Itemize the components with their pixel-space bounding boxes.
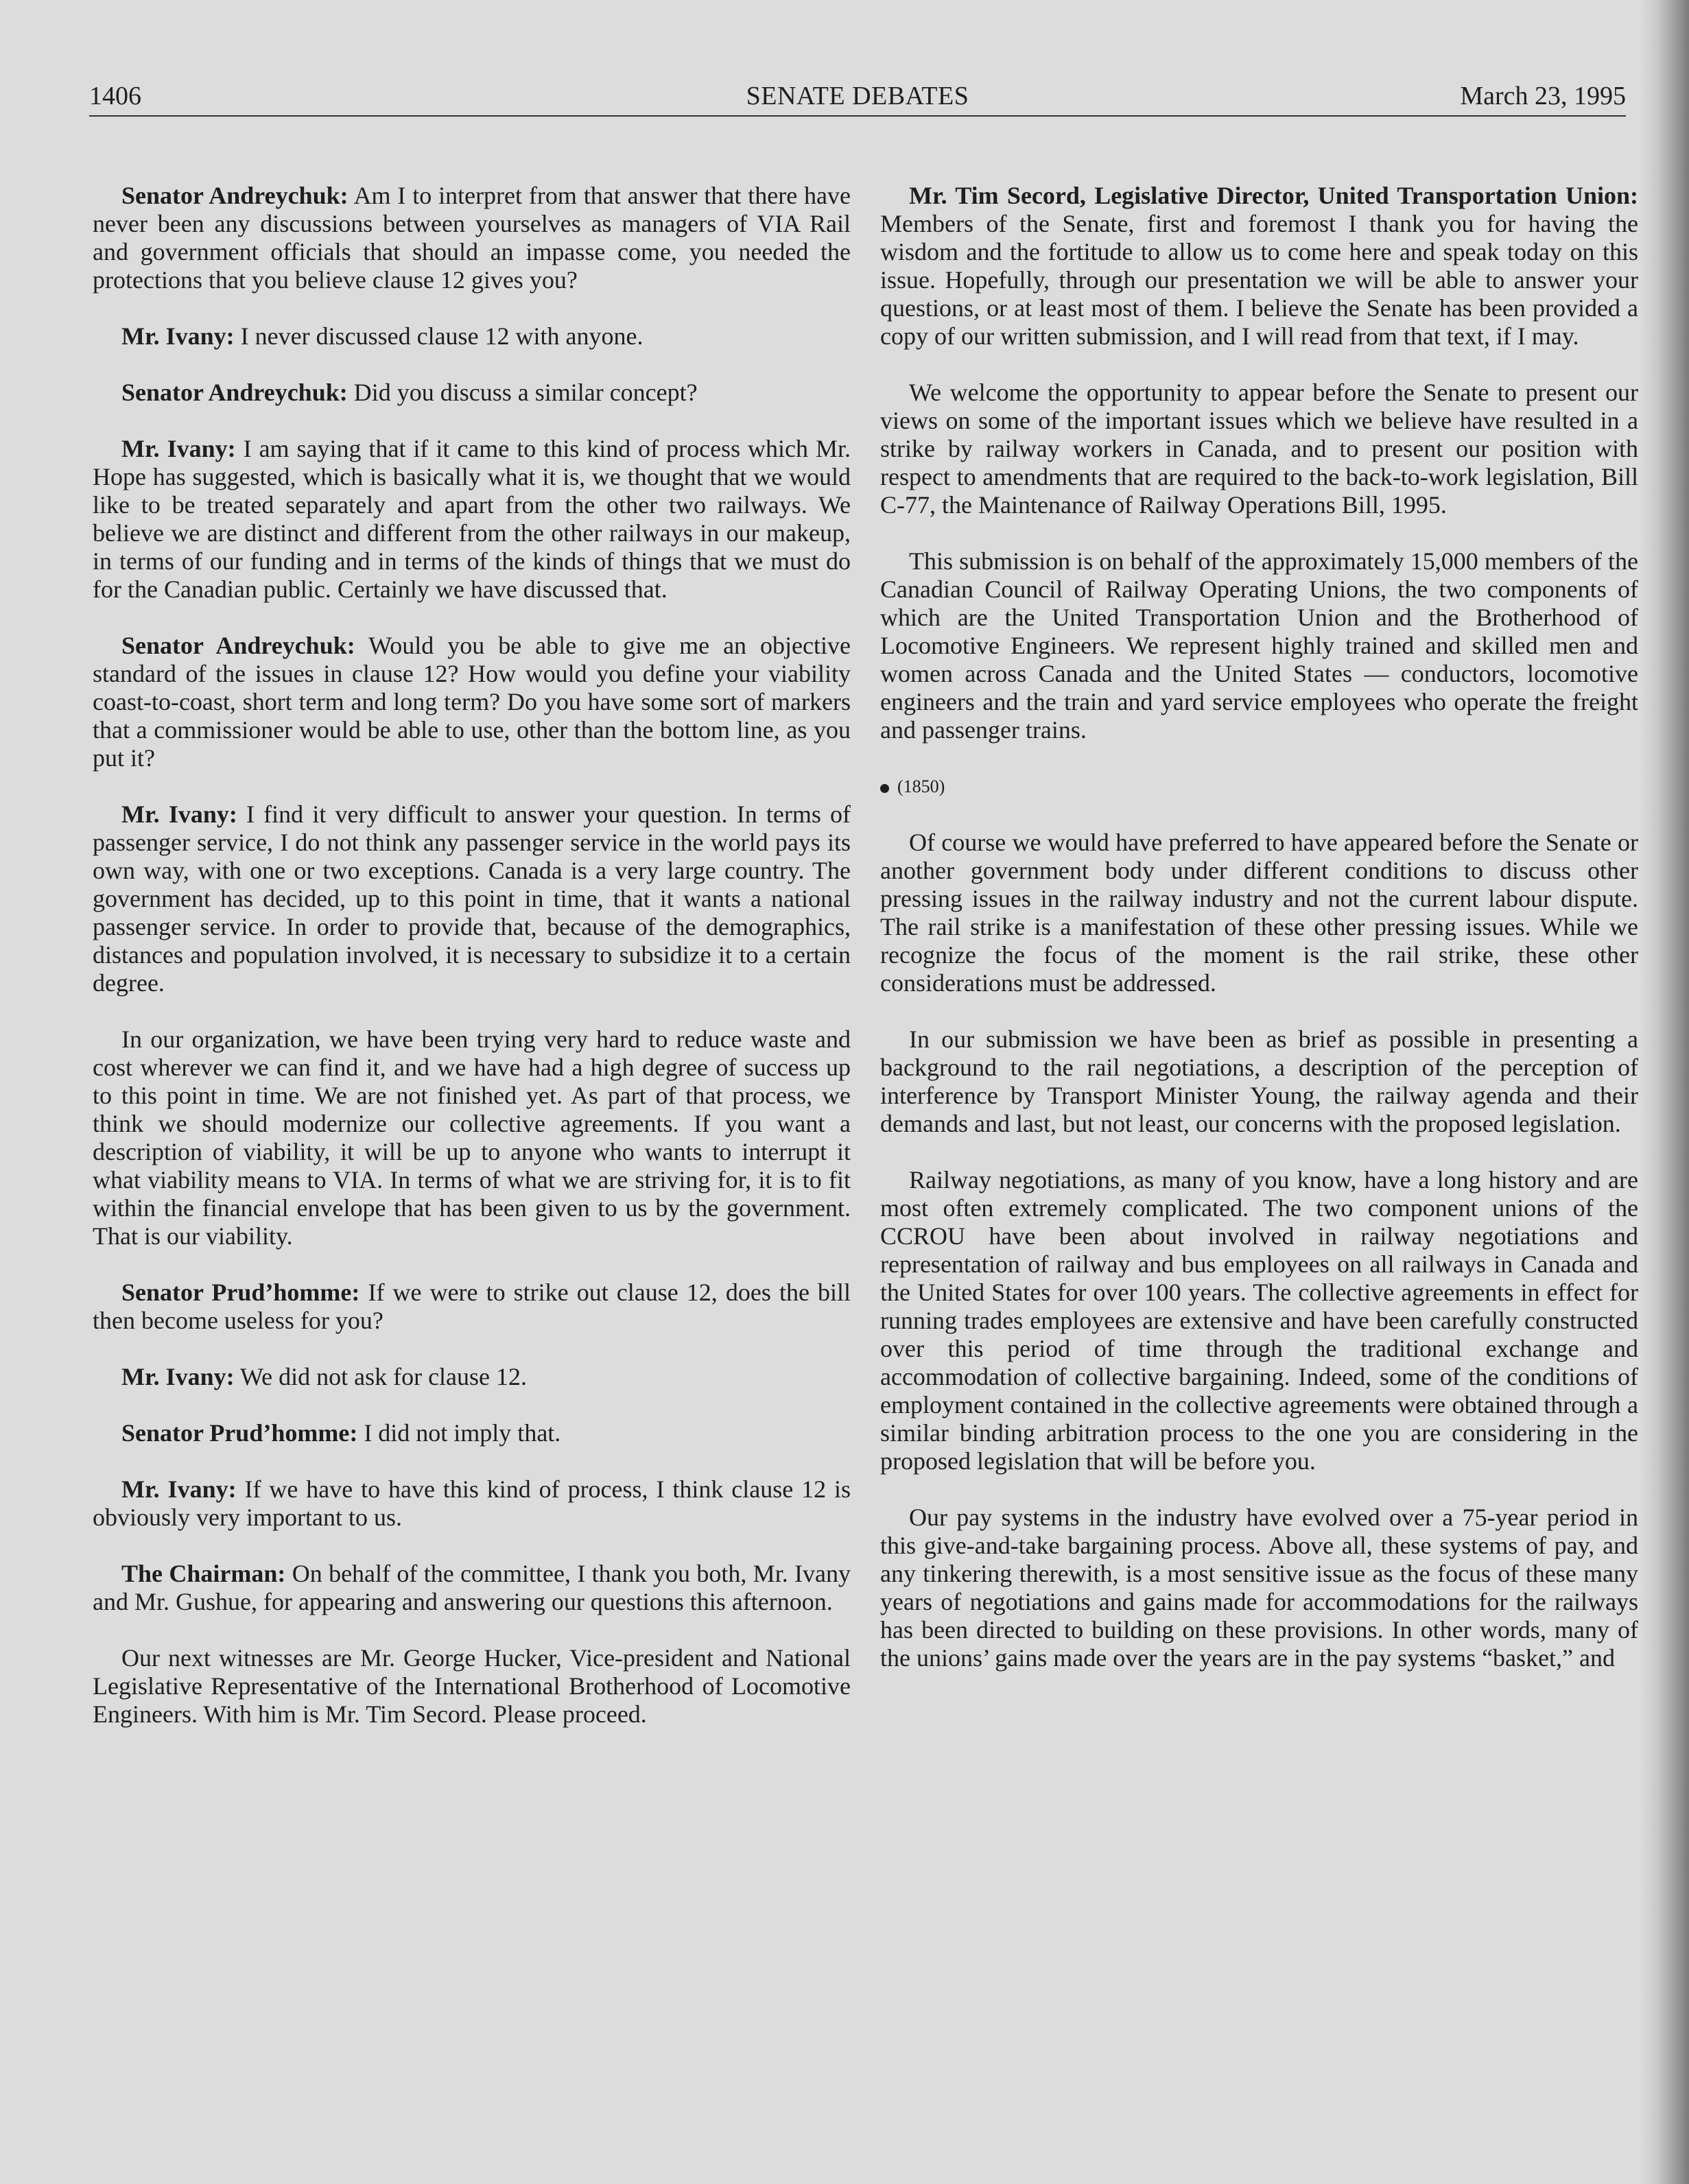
paragraph-text: This submission is on behalf of the approximately 15,000 members of the Canadian Council of Railway Operating Unions, the two components of which are the United Transportation Union and the Brotherhood of Locomotive Engineers. We represent highly trained and skilled men and women across Canada and the United States — conductors, locomotive engineers and the train and yard service employees who operate the freight and passenger trains.	[880, 547, 1638, 744]
paragraph	[880, 1166, 1638, 1475]
bullet-icon	[880, 784, 889, 793]
header-date: March 23, 1995	[1460, 82, 1626, 110]
paragraph-text: On behalf of the committee, I thank you both, Mr. Ivany and Mr. Gushue, for appearing and answering our questions this afternoon.	[93, 1560, 851, 1615]
paragraph-text: If we have to have this kind of process, I think clause 12 is obviously very important to us.	[93, 1475, 851, 1531]
paragraph-text: We did not ask for clause 12.	[240, 1363, 528, 1390]
time-marker-text: (1850)	[897, 776, 945, 796]
paragraph	[93, 322, 851, 351]
paragraph	[93, 1644, 851, 1729]
speaker-name: Mr. Ivany:	[121, 322, 235, 350]
paragraph	[93, 1363, 851, 1391]
paragraph-text: Would you be able to give me an objective standard of the issues in clause 12? How would you define your viability coast-to-coast, short term and long term? Do you have some sort of markers that a commissioner would be able to use, other than the bottom line, as you put it?	[93, 632, 851, 772]
speaker-name: Senator Prud’homme:	[121, 1279, 360, 1306]
right-column	[880, 182, 1638, 1700]
paragraph-text: Of course we would have preferred to have appeared before the Senate or another government body under different conditions to discuss other pressing issues in the railway industry and not the current labour dispute. The rail strike is a manifestation of these other pressing issues. While we recognize the focus of the moment is the rail strike, these other considerations must be addressed.	[880, 829, 1638, 997]
running-title: SENATE DEBATES	[746, 82, 969, 110]
paragraph	[880, 182, 1638, 351]
speaker-name: Mr. Ivany:	[121, 435, 236, 462]
paragraph-text: Railway negotiations, as many of you know, have a long history and are most often extremely complicated. The two component unions of the CCROU have been about involved in railway negotiations and representation of railway and bus employees on all railways in Canada and the United States for over 100 years. The collective agreements in effect for running trades employees are extensive and have been carefully constructed over this period of time through the traditional exchange and accommodation of collective bargaining. Indeed, some of the conditions of employment contained in the collective agreements were obtained through a similar binding arbitration process to the one you are considering in the proposed legislation that will be before you.	[880, 1166, 1638, 1475]
speaker-name: Senator Prud’homme:	[121, 1419, 358, 1447]
paragraph	[93, 379, 851, 407]
paragraph-text: Members of the Senate, first and foremost I thank you for having the wisdom and the fortitude to allow us to come here and speak today on this issue. Hopefully, through our presentation we will be able to answer your questions, or at least most of them. I believe the Senate has been provided a copy of our written submission, and I will read from that text, if I may.	[880, 210, 1638, 350]
speaker-name: Mr. Ivany:	[121, 1363, 235, 1390]
time-marker	[880, 772, 1638, 800]
paragraph-text: Our pay systems in the industry have evolved over a 75-year period in this give-and-take bargaining process. Above all, these systems of pay, and any tinkering therewith, is a most sensitive issue as the focus of these many years of negotiations and gains made for accommodations for the railways has been directed to building on these provisions. In other words, many of the unions’ gains made over the years are in the pay systems “basket,” and	[880, 1504, 1638, 1672]
paragraph-text: If we were to strike out clause 12, does the bill then become useless for you?	[93, 1279, 851, 1334]
paragraph	[880, 1504, 1638, 1672]
paragraph-text: We welcome the opportunity to appear before the Senate to present our views on some of the important issues which we believe have resulted in a strike by railway workers in Canada, and to present our position with respect to amendments that are required to the back-to-work legislation, Bill C-77, the Maintenance of Railway Operations Bill, 1995.	[880, 379, 1638, 519]
paragraph	[93, 1025, 851, 1250]
paragraph-text: Am I to interpret from that answer that there have never been any discussions between yourselves as managers of VIA Rail and government officials that should an impasse come, you needed the protections that you believe clause 12 gives you?	[93, 182, 851, 294]
left-column	[93, 182, 851, 1757]
paragraph	[880, 829, 1638, 997]
paragraph	[93, 800, 851, 997]
page-edge-shadow	[1641, 0, 1689, 2184]
page-number: 1406	[89, 82, 141, 110]
speaker-name: Senator Andreychuk:	[121, 632, 355, 659]
paragraph-text: In our organization, we have been trying very hard to reduce waste and cost wherever we can find it, and we have had a high degree of success up to this point in time. We are not finished yet. As part of that process, we think we should modernize our collective agreements. If you want a description of viability, it will be up to anyone who wants to interrupt it what viability means to VIA. In terms of what we are striving for, it is to fit within the financial envelope that has been given to us by the government. That is our viability.	[93, 1025, 851, 1250]
speaker-name: The Chairman:	[121, 1560, 286, 1587]
paragraph-text: I am saying that if it came to this kind of process which Mr. Hope has suggested, which is basically what it is, we thought that we would like to be treated separately and apart from the other two railways. We believe we are distinct and different from the other railways in our makeup, in terms of our funding and in terms of the kinds of things that we must do for the Canadian public. Certainly we have discussed that.	[93, 435, 851, 603]
speaker-name: Mr. Ivany:	[121, 1475, 237, 1503]
paragraph-text: I did not imply that.	[364, 1419, 561, 1447]
paragraph-text: Did you discuss a similar concept?	[353, 379, 698, 406]
paragraph	[93, 632, 851, 772]
paragraph-text: I find it very difficult to answer your question. In terms of passenger service, I do not think any passenger service in the world pays its own way, with one or two exceptions. Canada is a very large country. The government has decided, up to this point in time, that it wants a national passenger service. In order to provide that, because of the demographics, distances and population involved, it is necessary to subsidize it to a certain degree.	[93, 800, 851, 997]
paragraph-text: I never discussed clause 12 with anyone.	[240, 322, 643, 350]
paragraph	[93, 182, 851, 294]
speaker-name: Mr. Tim Secord, Legislative Director, United Transportation Union:	[909, 182, 1638, 209]
paragraph-text: Our next witnesses are Mr. George Hucker, Vice-president and National Legislative Representative of the International Brotherhood of Locomotive Engineers. With him is Mr. Tim Secord. Please proceed.	[93, 1644, 851, 1728]
page-header	[89, 80, 1626, 117]
speaker-name: Mr. Ivany:	[121, 800, 237, 828]
paragraph	[93, 1475, 851, 1532]
speaker-name: Senator Andreychuk:	[121, 379, 348, 406]
paragraph	[93, 1279, 851, 1335]
paragraph	[880, 1025, 1638, 1138]
paragraph	[880, 379, 1638, 519]
speaker-name: Senator Andreychuk:	[121, 182, 349, 209]
paragraph	[93, 1419, 851, 1447]
paragraph	[880, 547, 1638, 744]
paragraph-text: In our submission we have been as brief as possible in presenting a background to the rail negotiations, a description of the perception of interference by Transport Minister Young, the railway agenda and their demands and last, but not least, our concerns with the proposed legislation.	[880, 1025, 1638, 1137]
paragraph	[93, 1560, 851, 1616]
paragraph	[93, 435, 851, 604]
